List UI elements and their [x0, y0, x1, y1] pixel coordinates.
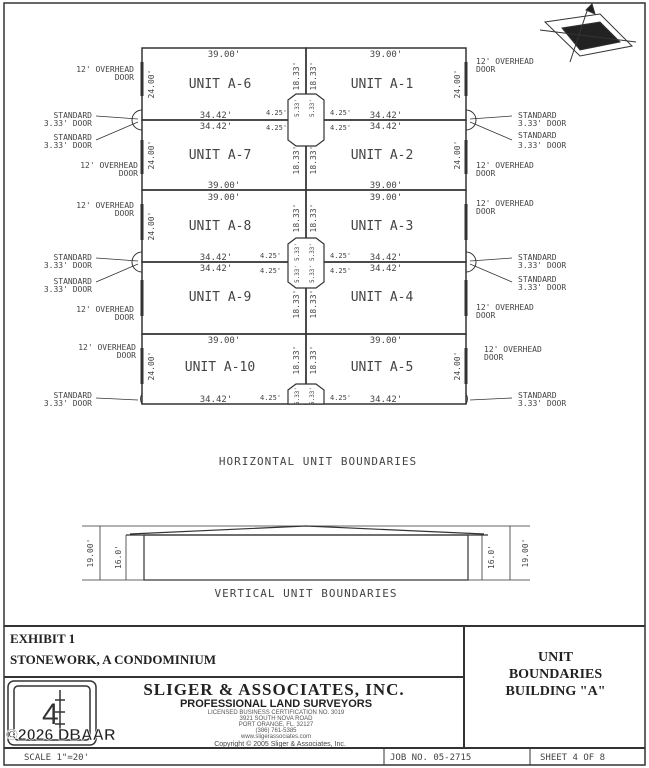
standard-door-note: STANDARD [518, 275, 557, 284]
dim-label: 4.25' [260, 267, 282, 275]
standard-door-note: 3.33' DOOR [43, 285, 92, 294]
dim-label: 4.25' [330, 124, 352, 132]
dim-label: 39.00' [207, 193, 241, 203]
web-text: www.sligerassociates.com [240, 734, 312, 740]
overhead-door-note: DOOR [114, 73, 134, 82]
drawing-title-line: UNIT [537, 650, 573, 665]
overhead-door-note: DOOR [484, 353, 504, 362]
job-number: JOB NO. 05-2715 [390, 753, 472, 763]
sheet-number: SHEET 4 OF 8 [540, 753, 606, 763]
dim-label: 24.00' [147, 351, 156, 381]
unit-label: UNIT A-8 [188, 219, 252, 234]
unit-label: UNIT A-3 [350, 219, 414, 234]
unit-label: UNIT A-6 [188, 77, 252, 92]
dim-label: 34.42' [199, 264, 233, 274]
dim-label: 39.00' [369, 193, 403, 203]
dim-label: 4.25' [330, 109, 352, 117]
dim-label: 39.00' [207, 336, 241, 346]
door-notes-left [44, 65, 138, 408]
dim-label: 34.42' [369, 111, 403, 121]
dim-label: 24.00' [453, 351, 462, 381]
unit-label: UNIT A-9 [188, 290, 252, 305]
dim-label: 5.33' [309, 264, 316, 284]
dim-label: 39.00' [369, 336, 403, 346]
dim-label: 16.0' [114, 544, 123, 570]
firm-tagline: PROFESSIONAL LAND SURVEYORS [179, 698, 373, 710]
dim-label: 39.00' [369, 50, 403, 60]
standard-door-note: 3.33' DOOR [43, 119, 92, 128]
dim-label: 24.00' [453, 69, 462, 99]
drawing-title-line: BUILDING "A" [505, 684, 606, 699]
standard-door-note: STANDARD [53, 391, 92, 400]
dim-label: 5.33' [294, 242, 301, 262]
standard-door-note: 3.33' DOOR [518, 283, 567, 292]
overhead-door-note: DOOR [118, 169, 138, 178]
dim-label: 16.0' [487, 544, 496, 570]
unit-label: UNIT A-2 [350, 148, 414, 163]
dim-label: 5.33' [294, 386, 301, 406]
overhead-door-note: DOOR [114, 313, 134, 322]
dim-label: 24.00' [147, 69, 156, 99]
dim-label: 24.00' [147, 140, 156, 170]
exhibit-label: EXHIBIT 1 [10, 631, 76, 646]
watermark: ©2026 DBAAR [6, 727, 116, 744]
overhead-door-note: DOOR [116, 351, 136, 360]
dim-label: 4.25' [266, 109, 288, 117]
dim-label: 18.33' [309, 145, 318, 175]
standard-door-note: 3.33' DOOR [43, 399, 92, 408]
scale-text: SCALE 1"=20' [24, 753, 90, 763]
dim-label: 24.00' [453, 140, 462, 170]
dim-label: 4.25' [330, 252, 352, 260]
horizontal-boundaries-title: HORIZONTAL UNIT BOUNDARIES [218, 455, 418, 468]
standard-door-note: STANDARD [53, 111, 92, 120]
dim-label: 34.42' [369, 122, 403, 132]
dim-label: 4.25' [330, 267, 352, 275]
dim-label: 39.00' [207, 181, 241, 191]
dim-label: 34.42' [369, 395, 403, 405]
overhead-door-note: 12' OVERHEAD [476, 57, 534, 66]
dim-label: 5.33' [309, 242, 316, 262]
dim-label: 4.25' [330, 394, 352, 402]
dim-label: 4.25' [260, 252, 282, 260]
address-line: 3921 SOUTH NOVA ROAD [239, 716, 313, 722]
dim-label: 39.00' [369, 181, 403, 191]
section-dimensions [86, 539, 530, 570]
overhead-door-note: DOOR [476, 207, 496, 216]
firm-contact [208, 710, 345, 740]
dim-label: 5.33' [294, 98, 301, 118]
dim-label: 34.42' [369, 264, 403, 274]
overhead-door-note: 12' OVERHEAD [476, 199, 534, 208]
vertical-section [82, 526, 530, 580]
phone-text: (386) 761-5385 [255, 728, 297, 734]
dim-label: 19.00' [521, 538, 530, 568]
firm-name: SLIGER & ASSOCIATES, INC. [143, 680, 405, 699]
standard-door-note: 3.33' DOOR [518, 261, 567, 270]
dim-label: 34.42' [369, 253, 403, 263]
standard-door-note: STANDARD [518, 131, 557, 140]
overhead-door-note: DOOR [476, 65, 496, 74]
standard-door-note: 3.33' DOOR [518, 119, 567, 128]
dim-label: 4.25' [266, 124, 288, 132]
vertical-boundaries-title: VERTICAL UNIT BOUNDARIES [214, 587, 398, 600]
dim-label: 5.33' [309, 98, 316, 118]
unit-label: UNIT A-4 [350, 290, 414, 305]
overhead-door-note: 12' OVERHEAD [76, 305, 134, 314]
drawing-title-line: BOUNDARIES [508, 667, 603, 682]
unit-label: UNIT A-7 [188, 148, 252, 163]
standard-door-note: STANDARD [53, 277, 92, 286]
dim-label: 18.33' [309, 61, 318, 91]
address-line: PORT ORANGE, FL. 32127 [238, 722, 314, 728]
overhead-door-note: DOOR [476, 169, 496, 178]
dim-label: 18.33' [292, 203, 301, 233]
dim-label: 18.33' [292, 61, 301, 91]
standard-door-note: STANDARD [518, 253, 557, 262]
dim-label: 18.33' [309, 203, 318, 233]
unit-label: UNIT A-5 [350, 360, 414, 375]
standard-door-note: STANDARD [518, 111, 557, 120]
dim-label: 19.00' [86, 538, 95, 568]
overhead-door-note: 12' OVERHEAD [76, 201, 134, 210]
project-name: STONEWORK, A CONDOMINIUM [10, 652, 216, 667]
standard-door-note: STANDARD [518, 391, 557, 400]
north-arrow-icon [540, 4, 636, 62]
dim-label: 18.33' [292, 289, 301, 319]
standard-door-note: 3.33' DOOR [43, 141, 92, 150]
dim-label: 4.25' [260, 394, 282, 402]
standard-door-note: 3.33' DOOR [518, 399, 567, 408]
sheet-footer [24, 753, 605, 763]
overhead-door-note: 12' OVERHEAD [476, 303, 534, 312]
standard-door-note: 3.33' DOOR [518, 141, 567, 150]
license-text: LICENSED BUSINESS CERTIFICATION NO. 3019 [207, 710, 345, 716]
dim-label: 39.00' [207, 50, 241, 60]
drawing-title [466, 649, 645, 700]
standard-door-note: STANDARD [53, 133, 92, 142]
overhead-door-note: 12' OVERHEAD [80, 161, 138, 170]
dim-label: 34.42' [199, 122, 233, 132]
overhead-door-note: DOOR [476, 311, 496, 320]
dim-label: 34.42' [199, 253, 233, 263]
unit-label: UNIT A-1 [350, 77, 414, 92]
overhead-door-note: 12' OVERHEAD [484, 345, 542, 354]
standard-door-note: 3.33' DOOR [43, 261, 92, 270]
overhead-door-note: 12' OVERHEAD [78, 343, 136, 352]
overhead-door-note: DOOR [114, 209, 134, 218]
dim-label: 18.33' [292, 345, 301, 375]
overhead-door-note: 12' OVERHEAD [76, 65, 134, 74]
dim-label: 5.33' [294, 264, 301, 284]
door-notes-right [476, 57, 566, 408]
dim-label: 34.42' [199, 111, 233, 121]
dim-label: 18.33' [309, 289, 318, 319]
copyright-text: Copyright © 2005 Sliger & Associates, Inc. [214, 741, 346, 748]
dim-label: 24.00' [147, 211, 156, 241]
dim-label: 18.33' [292, 145, 301, 175]
dim-label: 5.33' [309, 386, 316, 406]
dim-label: 34.42' [199, 395, 233, 405]
unit-label: UNIT A-10 [184, 360, 256, 375]
standard-door-note: STANDARD [53, 253, 92, 262]
svg-text:4: 4 [42, 698, 59, 731]
dim-label: 18.33' [309, 345, 318, 375]
overhead-door-note: 12' OVERHEAD [476, 161, 534, 170]
